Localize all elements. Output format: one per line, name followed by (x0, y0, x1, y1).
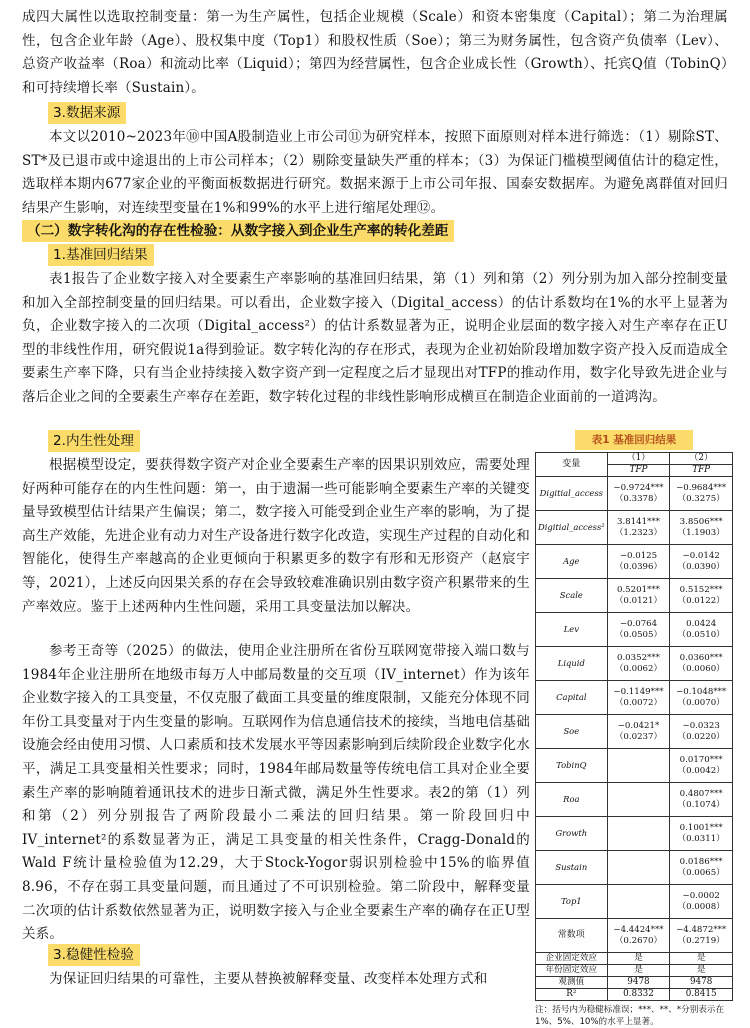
row-variable: Capital (536, 681, 608, 715)
table-row-year-fe (536, 965, 733, 977)
row-col2 (670, 579, 733, 613)
row-col1 (607, 885, 670, 919)
standard-error: （0.0042） (677, 765, 725, 776)
paragraph-instrument-variable: 参考王奇等（2025）的做法，使用企业注册所在省份互联网宽带接入端口数与1984年企业注册所在地级市每万人中邮局数量的交互项（IV_internet）作为该年企业数字接入的工具变量，不仅克服了截面工具变量的维度限制，又能充分体现不同年份工具变量对于内生变量的影响。互联网作为信息通信技术的接续，当地电信基础设施会经由使用习惯、人口素质和技术发展水平等因素影响到后续阶段企业数字化水平，满足工具变量相关性要求；同时，1984年邮局数量等传统电信工具对企业全要素生产率的影响随着通讯技术的进步日渐式微，满足外生性要求。表2的第（1）列和第（2）列分别报告了两阶段最小二乘法的回归结果。第一阶段回归中IV_internet²的系数显著为正，满足工具变量的相关性条件，Cragg-Donald的Wald F统计量检验值为12.29，大于Stock-Yogor弱识别检验中15%的临界值8.96，不存在弱工具变量问题，而且通过了不可识别检验。第二阶段中，解释变量二次项的估计系数依然显著为正，说明数字接入与企业全要素生产率的确存在正U型关系。 (22, 643, 530, 943)
header-col1: （1） (607, 453, 670, 465)
coefficient: −0.9724*** (613, 482, 664, 493)
coefficient: 0.4807*** (679, 788, 723, 799)
row-variable: Lev (536, 613, 608, 647)
table-row (536, 783, 733, 817)
row-col1 (607, 681, 670, 715)
dep-var-col2: TFP (670, 465, 733, 477)
firm-fe-col1: 是 (607, 953, 670, 965)
coefficient: 0.0424 (686, 618, 717, 629)
coefficient: −0.1048*** (676, 686, 727, 697)
paragraph-control-variables: 成四大属性以选取控制变量：第一为生产属性，包括企业规模（Scale）和资本密集度（Capital）；第二为治理属性，包含企业年龄（Age）、股权集中度（Top1）和股权性质（Soe）；第三为财务属性，包含资产负债率（Lev）、总资产收益率（Roa）和流动比率（Liquid）；第四为经营属性，包含企业成长性（Growth）、托宾Q值（TobinQ）和可持续增长率（Sustain）。 (22, 9, 728, 96)
table-note: 注：括号内为稳健标准误；***、**、*分别表示在1%、5%、10%的水平上显著。 (535, 1005, 725, 1027)
table-row (536, 715, 733, 749)
coefficient: 0.5201*** (616, 584, 660, 595)
row-variable: Digitial_access (536, 477, 608, 511)
r2-col2: 0.8415 (670, 989, 733, 1001)
row-col2 (670, 715, 733, 749)
table-row (536, 647, 733, 681)
paragraph-robustness: 为保证回归结果的可靠性，主要从替换被解释变量、改变样本处理方式和 (49, 971, 488, 987)
standard-error: （0.0510） (677, 629, 725, 640)
row-col1 (607, 817, 670, 851)
table-row (536, 749, 733, 783)
r2-col1: 0.8332 (607, 989, 670, 1001)
row-col2 (670, 851, 733, 885)
row-col1 (607, 647, 670, 681)
row-variable: 常数项 (536, 919, 608, 953)
row-col2 (670, 511, 733, 545)
standard-error: （0.0505） (614, 629, 663, 640)
row-col2 (670, 681, 733, 715)
row-variable: Roa (536, 783, 608, 817)
standard-error: （0.0008） (677, 901, 725, 912)
header-variable: 变量 (536, 453, 608, 477)
year-fe-col1: 是 (607, 965, 670, 977)
label-r2: R² (536, 989, 608, 1001)
table-row-r2 (536, 989, 733, 1001)
table-row (536, 885, 733, 919)
row-col1 (607, 511, 670, 545)
firm-fe-col2: 是 (670, 953, 733, 965)
label-observations: 观测值 (536, 977, 608, 989)
table-header-row (536, 453, 733, 465)
standard-error: （1.2323） (614, 527, 663, 538)
paragraph-data-source: 本文以2010~2023年⑩中国A股制造业上市公司⑪为研究样本，按照下面原则对样本进行筛选：（1）剔除ST、ST*及已退市或中途退出的上市公司样本；（2）剔除变量缺失严重的样本；（3）为保证门槛模型阈值估计的稳定性，选取样本期内677家企业的平衡面板数据进行研究。数据来源于上市公司年报、国泰安数据库。为避免离群值对回归结果产生影响，对连续型变量在1%和99%的水平上进行缩尾处理⑫。 (22, 129, 728, 216)
table-row (536, 579, 733, 613)
standard-error: （0.0311） (677, 833, 725, 844)
coefficient: −4.4424*** (613, 924, 664, 935)
heading-endogeneity: 2.内生性处理 (48, 430, 140, 452)
row-col2 (670, 919, 733, 953)
standard-error: （0.0121） (614, 595, 663, 606)
table-row (536, 851, 733, 885)
coefficient: 0.0186*** (679, 856, 723, 867)
header-col2: （2） (670, 453, 733, 465)
standard-error: （0.0390） (677, 561, 725, 572)
standard-error: （0.3275） (677, 493, 725, 504)
coefficient: 0.0170*** (679, 754, 723, 765)
observations-col1: 9478 (607, 977, 670, 989)
row-variable: Soe (536, 715, 608, 749)
standard-error: （1.1903） (677, 527, 725, 538)
coefficient: −4.4872*** (676, 924, 727, 935)
standard-error: （0.2670） (614, 935, 663, 946)
row-col2 (670, 749, 733, 783)
standard-error: （0.0396） (614, 561, 663, 572)
coefficient: −0.9684*** (676, 482, 727, 493)
standard-error: （0.3378） (614, 493, 663, 504)
table-row-observations (536, 977, 733, 989)
row-variable: Liquid (536, 647, 608, 681)
observations-col2: 9478 (670, 977, 733, 989)
row-col1 (607, 919, 670, 953)
row-col1 (607, 545, 670, 579)
coefficient: −0.0002 (682, 890, 720, 901)
coefficient: −0.0421* (617, 720, 660, 731)
standard-error: （0.0237） (614, 731, 663, 742)
coefficient: −0.0125 (619, 550, 658, 561)
heading-data-source: 3.数据来源 (48, 102, 126, 124)
standard-error: （0.0062） (614, 663, 663, 674)
standard-error: （0.0122） (677, 595, 725, 606)
standard-error: （0.0072） (614, 697, 663, 708)
coefficient: 0.5152*** (679, 584, 723, 595)
table-row (536, 681, 733, 715)
coefficient: −0.0323 (682, 720, 720, 731)
row-col2 (670, 477, 733, 511)
table-row (536, 545, 733, 579)
row-col1 (607, 749, 670, 783)
row-variable: Top1 (536, 885, 608, 919)
coefficient: 0.0352*** (616, 652, 660, 663)
row-col2 (670, 613, 733, 647)
table-title: 表1 基准回归结果 (575, 430, 693, 450)
coefficient: 3.8141*** (616, 516, 660, 527)
table-row (536, 477, 733, 511)
row-variable: TobinQ (536, 749, 608, 783)
standard-error: （0.0070） (677, 697, 725, 708)
label-firm-fe: 企业固定效应 (536, 953, 608, 965)
coefficient: 0.0360*** (679, 652, 723, 663)
row-col1 (607, 477, 670, 511)
coefficient: −0.0142 (682, 550, 720, 561)
row-variable: Age (536, 545, 608, 579)
row-variable: Scale (536, 579, 608, 613)
coefficient: 3.8506*** (679, 516, 723, 527)
standard-error: （0.0060） (677, 663, 725, 674)
regression-table (535, 430, 733, 1028)
row-col1 (607, 783, 670, 817)
heading-section-2: （二）数字转化沟的存在性检验：从数字接入到企业生产率的转化差距 (22, 220, 454, 242)
row-col2 (670, 885, 733, 919)
table-row (536, 613, 733, 647)
table-row (536, 817, 733, 851)
paragraph-baseline-regression: 表1报告了企业数字接入对全要素生产率影响的基准回归结果，第（1）列和第（2）列分别为加入部分控制变量和加入全部控制变量的回归结果。可以看出，企业数字接入（Digital_access）的估计系数均在1%的水平上显著为负，企业数字接入的二次项（Digital_access²）的估计系数显著为正，说明企业层面的数字接入对生产率存在正U型的非线性作用，研究假说1a得到验证。数字转化沟的存在形式，表现为企业初始阶段增加数字资产投入反而造成全要素生产率下降，只有当企业持续接入数字资产到一定程度之后才显现出对TFP的推动作用，数字化导致先进企业与落后企业之间的全要素生产率存在差距，数字转化过程的非线性影响形成横亘在制造企业面前的一道鸿沟。 (22, 271, 728, 405)
row-col1 (607, 579, 670, 613)
row-variable: Digitial_access² (536, 511, 608, 545)
row-col2 (670, 783, 733, 817)
row-variable: Sustain (536, 851, 608, 885)
row-col1 (607, 613, 670, 647)
row-col1 (607, 851, 670, 885)
standard-error: （0.0220） (677, 731, 725, 742)
row-variable: Growth (536, 817, 608, 851)
table-body (535, 452, 733, 1001)
row-col2 (670, 817, 733, 851)
coefficient: 0.1001*** (679, 822, 723, 833)
dep-var-col1: TFP (607, 465, 670, 477)
coefficient: −0.1149*** (613, 686, 664, 697)
heading-baseline-regression: 1.基准回归结果 (48, 244, 154, 266)
row-col2 (670, 545, 733, 579)
heading-robustness: 3.稳健性检验 (48, 944, 140, 966)
standard-error: （0.2719） (677, 935, 725, 946)
row-col1 (607, 715, 670, 749)
row-col2 (670, 647, 733, 681)
table-row (536, 919, 733, 953)
coefficient: −0.0764 (619, 618, 658, 629)
standard-error: （0.0065） (677, 867, 725, 878)
table-row (536, 511, 733, 545)
paragraph-endogeneity: 根据模型设定，要获得数字资产对企业全要素生产率的因果识别效应，需要处理好两种可能存在的内生性问题：第一，由于遗漏一些可能影响全要素生产率的关键变量导致模型估计结果产生偏误；第二，数字接入可能受到企业生产率的影响，为了提高生产效能，先进企业有动力对生产设备进行数字化改造，实现生产过程的自动化和智能化，使得生产率越高的企业更倾向于积累更多的数字有形和无形资产（赵宸宇等，2021），上述反向因果关系的存在会导致较难准确识别由数字资产积累带来的生产率效应。鉴于上述两种内生性问题，采用工具变量法加以解决。 (22, 457, 530, 615)
label-year-fe: 年份固定效应 (536, 965, 608, 977)
year-fe-col2: 是 (670, 965, 733, 977)
table-row-firm-fe (536, 953, 733, 965)
standard-error: （0.1074） (677, 799, 725, 810)
